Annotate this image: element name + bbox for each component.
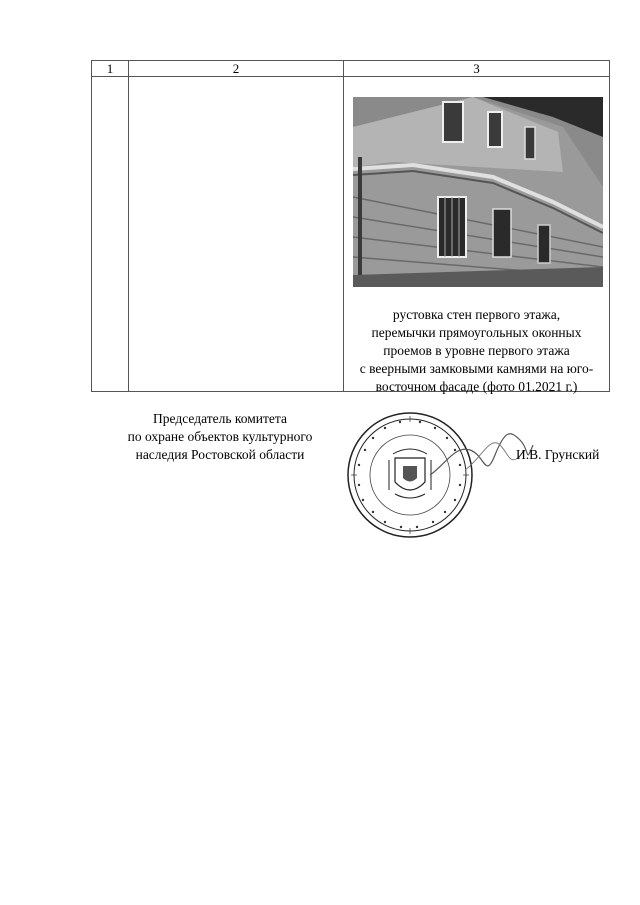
position-line: Председатель комитета [153, 411, 287, 426]
cell-col1 [92, 77, 129, 392]
monument-table [91, 60, 610, 392]
caption-line: восточном фасаде (фото 01.2021 г.) [375, 379, 578, 394]
table-row [92, 77, 610, 392]
column-header-3: 3 [344, 61, 610, 77]
caption-line: рустовка стен первого этажа, [392, 307, 561, 322]
column-header-2: 2 [129, 61, 344, 77]
column-header-1: 1 [92, 61, 129, 77]
position-line: наследия Ростовской области [135, 447, 305, 462]
caption-line: проемов в уровне первого этажа [383, 343, 570, 358]
caption-line: перемычки прямоугольных оконных [371, 325, 582, 340]
position-line: по охране объектов культурного [127, 429, 313, 444]
facade-photo [353, 97, 603, 287]
photo-caption [344, 287, 609, 394]
table-header-row [92, 61, 610, 77]
cell-col2 [129, 77, 344, 392]
signatory-name: И.В. Грунский [516, 447, 600, 462]
signatory-position [90, 410, 350, 464]
signature-block [0, 410, 640, 550]
cell-photo [344, 77, 610, 392]
caption-line: с веерными замковыми камнями на юго- [359, 361, 594, 376]
